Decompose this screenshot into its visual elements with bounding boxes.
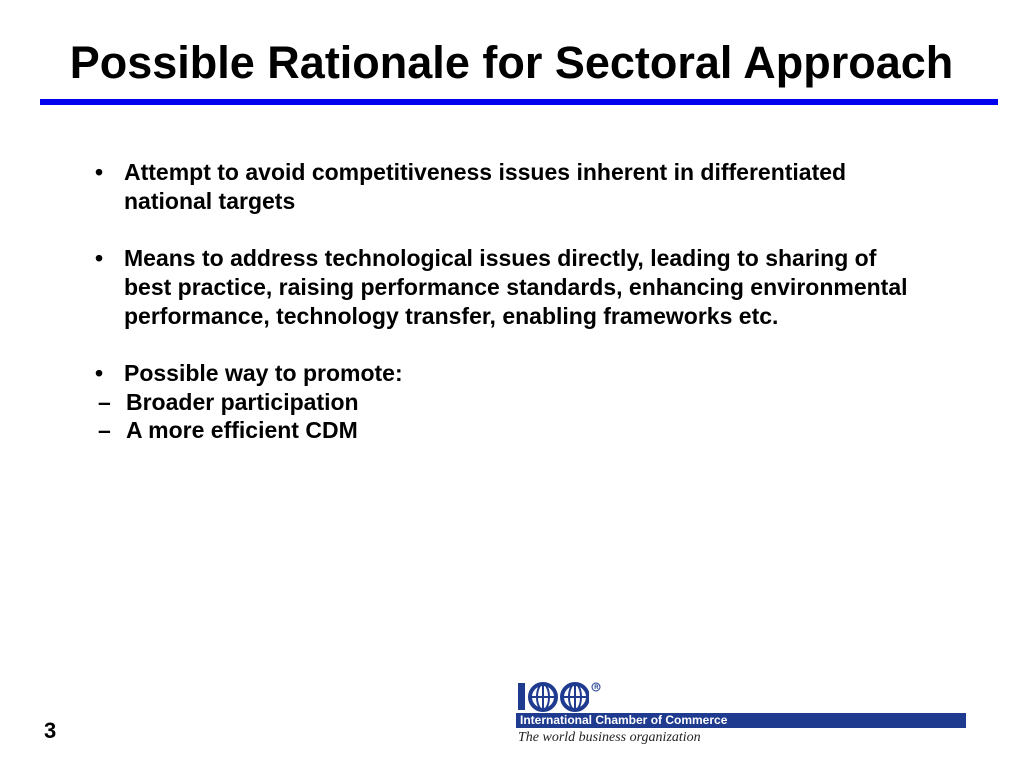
icc-globe-icon — [516, 681, 606, 713]
title-underline — [40, 99, 998, 105]
bullet-item — [90, 359, 910, 444]
bullet-item — [90, 158, 910, 216]
dash-icon: – — [98, 389, 111, 415]
bullet-text: Attempt to avoid competitiveness issues inherent in differentiated national targets — [124, 159, 847, 214]
bullet-dot-icon: • — [95, 360, 104, 386]
logo-bar: International Chamber of Commerce — [516, 713, 966, 728]
sub-bullet-item — [90, 416, 910, 444]
svg-text:R: R — [594, 685, 599, 692]
bullet-dot-icon: • — [95, 159, 104, 185]
dash-icon: – — [98, 417, 111, 443]
slide-title: Possible Rationale for Sectoral Approach — [69, 37, 954, 88]
sub-bullet-text: Broader participation — [126, 389, 359, 415]
bullet-text: Means to address technological issues directly, leading to sharing of best practice, raising performance standards, enhancing environmental performance, technology transfer, enabling frameworks etc. — [124, 245, 908, 329]
bullet-dot-icon: • — [95, 245, 104, 271]
bullet-text: Possible way to promote: — [124, 360, 403, 386]
sub-bullet-text: A more efficient CDM — [126, 417, 358, 443]
page-number: 3 — [44, 718, 57, 743]
bullet-item — [90, 244, 910, 331]
bullet-list — [90, 158, 910, 444]
icc-logo — [516, 681, 968, 747]
logo-tagline: The world business organization — [518, 730, 701, 745]
sub-bullet-item — [90, 388, 910, 416]
